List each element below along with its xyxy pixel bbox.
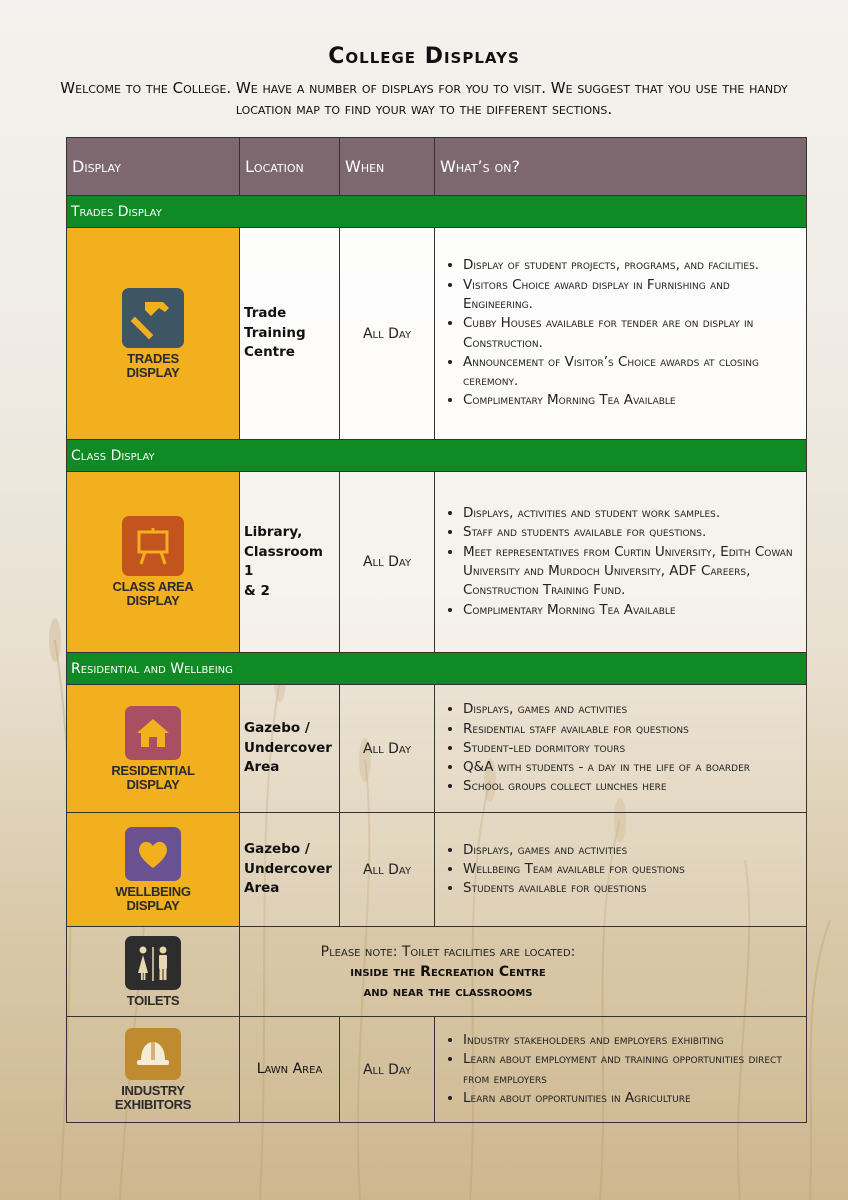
icon-label: RESIDENTIAL DISPLAY	[111, 762, 195, 792]
list-item: • Cubby Houses available for tender are on display in Construction.	[463, 314, 800, 353]
whats-on-cell	[435, 472, 807, 653]
icon-label: WELLBEING DISPLAY	[115, 883, 191, 913]
whats-on-cell	[435, 228, 807, 440]
display-cell	[67, 927, 240, 1017]
display-cell	[67, 1017, 240, 1123]
list-item: • Learn about opportunities in Agriculture	[463, 1089, 800, 1108]
list-item: • Learn about employment and training opportunities direct from employers	[463, 1050, 800, 1089]
list-item: • Meet representatives from Curtin University, Edith Cowan University and Murdoch University, ADF Careers, Construction Training Fund.	[463, 543, 800, 601]
table-row-residential	[67, 685, 807, 813]
table-row-trades	[67, 228, 807, 440]
list-item: • Visitors Choice award display in Furnishing and Engineering.	[463, 276, 800, 315]
whats-on-cell	[435, 813, 807, 927]
location-cell: Gazebo / Undercover Area	[240, 813, 340, 927]
section-title: Class Display	[67, 440, 807, 472]
list-item: • Displays, games and activities	[463, 700, 800, 719]
header-display: Display	[67, 138, 240, 196]
icon-label: INDUSTRY EXHIBITORS	[114, 1082, 192, 1112]
section-trades	[67, 196, 807, 228]
when-cell: All Day	[340, 813, 435, 927]
easel-icon	[122, 516, 184, 576]
list-item: • Display of student projects, programs, and facilities.	[463, 256, 800, 275]
list-item: • Displays, activities and student work samples.	[463, 504, 800, 523]
table-header-row	[67, 138, 807, 196]
when-cell: All Day	[340, 472, 435, 653]
location-cell: Gazebo / Undercover Area	[240, 685, 340, 813]
table-row-class	[67, 472, 807, 653]
display-cell	[67, 685, 240, 813]
list-item: • School groups collect lunches here	[463, 777, 800, 796]
header-location: Location	[240, 138, 340, 196]
hammer-icon	[122, 288, 184, 348]
list-item: • Announcement of Visitor’s Choice awards at closing ceremony.	[463, 353, 800, 392]
icon-label: TOILETS	[126, 992, 180, 1008]
displays-table	[66, 137, 807, 1123]
page-title: College Displays	[328, 44, 520, 69]
toilets-icon	[125, 936, 181, 990]
heart-icon	[125, 827, 181, 881]
list-item: • Staff and students available for questions.	[463, 523, 800, 542]
icon-label: TRADES DISPLAY	[126, 350, 180, 380]
toilets-note: Please note: Toilet facilities are located: inside the Recreation Centre and near the classrooms	[240, 927, 807, 1017]
location-cell: Library, Classroom 1 & 2	[240, 472, 340, 653]
location-cell: Trade Training Centre	[240, 228, 340, 440]
display-cell	[67, 813, 240, 927]
list-item: • Displays, games and activities	[463, 841, 800, 860]
table-row-toilets	[67, 927, 807, 1017]
list-item: • Complimentary Morning Tea Available	[463, 391, 800, 410]
display-cell	[67, 472, 240, 653]
header-when: When	[340, 138, 435, 196]
whats-on-cell	[435, 685, 807, 813]
list-item: • Complimentary Morning Tea Available	[463, 601, 800, 620]
list-item: • Students available for questions	[463, 879, 800, 898]
list-item: • Wellbeing Team available for questions	[463, 860, 800, 879]
icon-label: CLASS AREA DISPLAY	[112, 579, 194, 608]
section-residential	[67, 653, 807, 685]
when-cell: All Day	[340, 228, 435, 440]
header-whats-on: What’s on?	[435, 138, 807, 196]
section-class	[67, 440, 807, 472]
location-cell: Lawn Area	[240, 1017, 340, 1123]
list-item: • Q&A with students - a day in the life of a boarder	[463, 758, 800, 777]
display-cell	[67, 228, 240, 440]
whats-on-cell	[435, 1017, 807, 1123]
intro-text: Welcome to the College. We have a number of displays for you to visit. We suggest that you use the handy location map to find your way to the different sections.	[60, 79, 788, 118]
section-title: Residential and Wellbeing	[67, 653, 807, 685]
table-row-industry	[67, 1017, 807, 1123]
section-title: Trades Display	[67, 196, 807, 228]
table-row-wellbeing	[67, 813, 807, 927]
list-item: • Student-led dormitory tours	[463, 739, 800, 758]
list-item: • Industry stakeholders and employers exhibiting	[463, 1031, 800, 1050]
house-icon	[125, 706, 181, 760]
when-cell: All Day	[340, 685, 435, 813]
hardhat-icon	[125, 1028, 181, 1080]
when-cell: All Day	[340, 1017, 435, 1123]
list-item: • Residential staff available for questions	[463, 720, 800, 739]
